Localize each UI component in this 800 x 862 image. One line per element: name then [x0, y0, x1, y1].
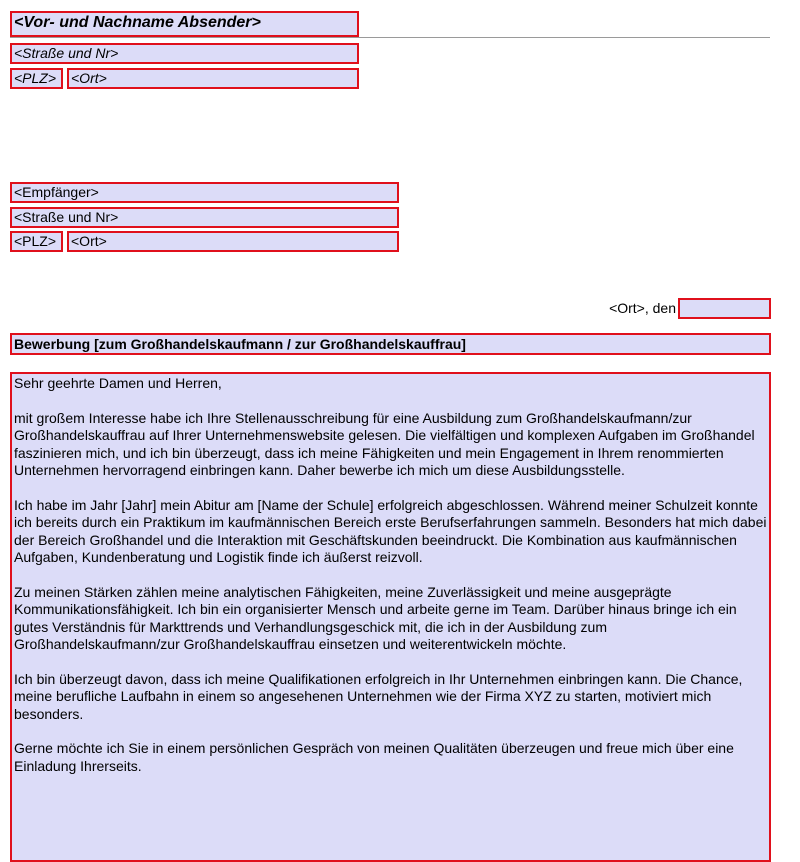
salutation: Sehr geehrte Damen und Herren,: [14, 375, 222, 391]
recipient-street-field[interactable]: <Straße und Nr>: [10, 207, 399, 228]
sender-divider: [10, 37, 770, 38]
subject-field[interactable]: Bewerbung [zum Großhandelskaufmann / zur Großhandelskauffrau]: [10, 333, 771, 355]
body-paragraph-1: mit großem Interesse habe ich Ihre Stellenausschreibung für eine Ausbildung zum Großhandelskaufmann/zur Großhandelskauffrau auf Ihrer Unternehmenswebsite gelesen. Die vielfältigen und komplexen Aufgaben im Großhandel faszinieren mich, und ich bin überzeugt, dass ich meine Fähigkeiten und mein Engagement in Ihrem renommierten Unternehmen hervorragend einbringen kann. Daher bewerbe ich mich um diese Ausbildungsstelle.: [14, 409, 755, 478]
sender-city-field[interactable]: <Ort>: [67, 68, 359, 89]
recipient-name-field[interactable]: <Empfänger>: [10, 182, 399, 203]
sender-street-field[interactable]: <Straße und Nr>: [10, 43, 359, 64]
recipient-city-field[interactable]: <Ort>: [67, 231, 399, 252]
body-paragraph-2: Ich habe im Jahr [Jahr] mein Abitur am [Name der Schule] erfolgreich abgeschlossen. Während meiner Schulzeit konnte ich bereits durch ein Praktikum im kaufmännischen Bereich erste Berufserfahrungen sammeln. Besonders hat mich dabei der Bereich Großhandel und die Interaktion mit Geschäftskunden beeindruckt. Die Kombination aus kaufmännischen Aufgaben, Kundenberatung und Logistik finde ich äußerst reizvoll.: [14, 496, 767, 565]
date-place-label: <Ort>, den: [609, 300, 676, 316]
body-paragraph-4: Ich bin überzeugt davon, dass ich meine Qualifikationen erfolgreich in Ihr Unternehmen einbringen kann. Die Chance, meine berufliche Laufbahn in einem so angesehenen Unternehmen wie der Firma XYZ zu starten, motiviert mich besonders.: [14, 670, 743, 722]
letter-body-field[interactable]: [10, 372, 771, 862]
body-paragraph-5: Gerne möchte ich Sie in einem persönlichen Gespräch von meinen Qualitäten überzeugen und freue mich über eine Einladung Ihrerseits.: [14, 740, 734, 774]
recipient-zip-field[interactable]: <PLZ>: [10, 231, 63, 252]
body-paragraph-3: Zu meinen Stärken zählen meine analytischen Fähigkeiten, meine Zuverlässigkeit und meine ausgeprägte Kommunikationsfähigkeit. Ich bin ein organisierter Mensch und arbeite gerne im Team. Darüber hinaus bringe ich ein gutes Verständnis für Markttrends und Verhandlungsgeschick mit, die ich in der Ausbildung zum Großhandelskaufmann/zur Großhandelskauffrau einsetzen und weiterentwickeln möchte.: [14, 583, 737, 652]
sender-zip-field[interactable]: <PLZ>: [10, 68, 63, 89]
date-field[interactable]: [678, 298, 771, 319]
sender-name-field[interactable]: <Vor- und Nachname Absender>: [10, 11, 359, 37]
